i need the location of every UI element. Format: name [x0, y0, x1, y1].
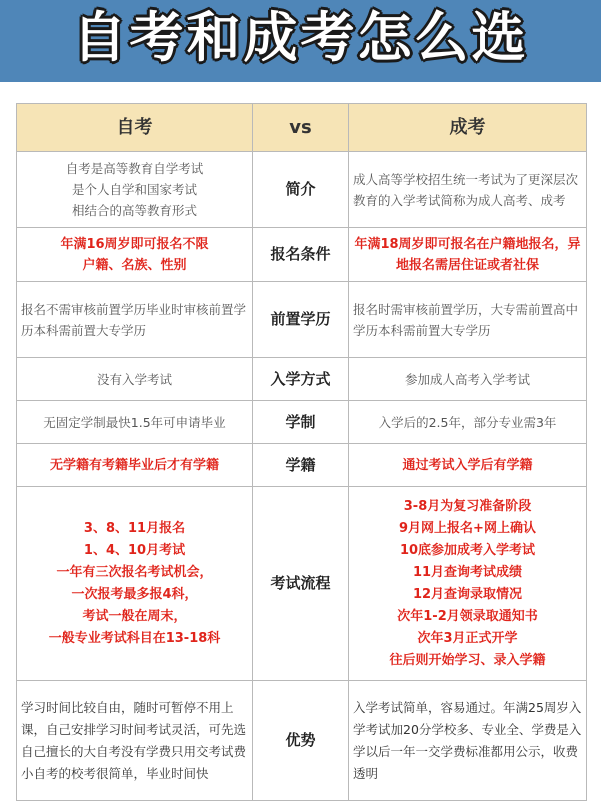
advantages-label: 优势	[253, 681, 349, 801]
admission-label: 入学方式	[253, 358, 349, 401]
admission-left: 没有入学考试	[17, 358, 253, 401]
advantages-right: 入学考试简单，容易通过。年满25周岁入学考试加20分学校多、专业全、学费是入学以后一年一交学费标准都用公示，收费透明	[349, 681, 587, 801]
header-right: 成考	[349, 104, 587, 152]
duration-left: 无固定学制最快1.5年可申请毕业	[17, 401, 253, 444]
row-intro	[17, 152, 587, 228]
intro-left: 自考是高等教育自学考试 是个人自学和国家考试 相结合的高等教育形式	[17, 152, 253, 228]
table-header-row	[17, 104, 587, 152]
exam-process-right: 3-8月为复习准备阶段 9月网上报名+网上确认 10底参加成考入学考试 11月查询考试成绩 12月查询录取情况 次年1-2月领录取通知书 次年3月正式开学 往后则开始学习、录入学籍	[349, 487, 587, 681]
requirements-label: 报名条件	[253, 228, 349, 282]
intro-label: 简介	[253, 152, 349, 228]
row-exam-process	[17, 487, 587, 681]
row-admission	[17, 358, 587, 401]
exam-process-left: 3、8、11月报名 1、4、10月考试 一年有三次报名考试机会， 一次报考最多报4科， 考试一般在周末， 一般专业考试科目在13-18科	[17, 487, 253, 681]
intro-right: 成人高等学校招生统一考试为了更深层次教育的入学考试简称为成人高考、成考	[349, 152, 587, 228]
exam-process-label: 考试流程	[253, 487, 349, 681]
row-duration	[17, 401, 587, 444]
title-banner	[0, 0, 601, 82]
duration-right: 入学后的2.5年，部分专业需3年	[349, 401, 587, 444]
row-advantages	[17, 681, 587, 801]
prior-education-right: 报名时需审核前置学历，大专需前置高中学历本科需前置大专学历	[349, 282, 587, 358]
enrollment-status-right: 通过考试入学后有学籍	[349, 444, 587, 487]
prior-education-label: 前置学历	[253, 282, 349, 358]
comparison-table	[16, 103, 586, 800]
enrollment-status-label: 学籍	[253, 444, 349, 487]
prior-education-left: 报名不需审核前置学历毕业时审核前置学历本科需前置大专学历	[17, 282, 253, 358]
row-prior-education	[17, 282, 587, 358]
requirements-left: 年满16周岁即可报名不限 户籍、名族、性别	[17, 228, 253, 282]
advantages-left: 学习时间比较自由，随时可暂停不用上课，自己安排学习时间考试灵活，可先选自己擅长的大自考没有学费只用交考试费小自考的校考很简单，毕业时间快	[17, 681, 253, 801]
duration-label: 学制	[253, 401, 349, 444]
requirements-right: 年满18周岁即可报名在户籍地报名，异地报名需居住证或者社保	[349, 228, 587, 282]
header-vs: vs	[253, 104, 349, 152]
enrollment-status-left: 无学籍有考籍毕业后才有学籍	[17, 444, 253, 487]
admission-right: 参加成人高考入学考试	[349, 358, 587, 401]
page-title: 自考和成考怎么选	[72, 6, 529, 69]
row-requirements	[17, 228, 587, 282]
header-left: 自考	[17, 104, 253, 152]
row-enrollment-status	[17, 444, 587, 487]
